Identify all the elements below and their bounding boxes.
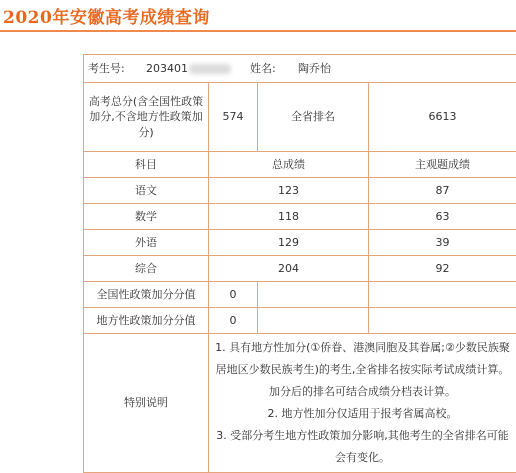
subject-total: 118: [209, 204, 369, 230]
table-row: [84, 256, 516, 282]
empty-cell: [258, 308, 369, 334]
header-total: 总成绩: [209, 152, 369, 178]
special-notes-label: 特别说明: [84, 334, 209, 473]
candidate-name-value: 陶乔怡: [298, 61, 331, 76]
candidate-id-digits: 203401: [146, 62, 188, 75]
page-title: 2020年安徽高考成绩查询: [3, 3, 210, 28]
special-notes-row: [84, 334, 516, 473]
subject-total: 123: [209, 178, 369, 204]
local-bonus-row: [84, 308, 516, 334]
table-row: [84, 178, 516, 204]
special-notes-content: [209, 334, 516, 473]
note-item: 2. 地方性加分仅适用于报考省属高校。: [213, 403, 512, 425]
candidate-name-label: 姓名:: [250, 61, 276, 76]
total-score-label: 高考总分(含全国性政策加分,不含地方性政策加分): [84, 83, 209, 152]
province-rank-value: 6613: [369, 83, 516, 152]
title-divider: [0, 30, 516, 32]
table-row: [84, 230, 516, 256]
empty-cell: [369, 308, 516, 334]
redacted-blur: [189, 64, 231, 74]
subject-subjective: 39: [369, 230, 516, 256]
subject-subjective: 92: [369, 256, 516, 282]
subject-header-row: [84, 152, 516, 178]
local-bonus-value: 0: [209, 308, 258, 334]
header-subject: 科目: [84, 152, 209, 178]
subject-total: 204: [209, 256, 369, 282]
subject-subjective: 87: [369, 178, 516, 204]
local-bonus-label: 地方性政策加分分值: [84, 308, 209, 334]
header-subjective: 主观题成绩: [369, 152, 516, 178]
national-bonus-label: 全国性政策加分分值: [84, 282, 209, 308]
national-bonus-value: 0: [209, 282, 258, 308]
note-item: 3. 受部分考生地方性政策加分影响,其他考生的全省排名可能会有变化。: [213, 425, 512, 469]
total-score-row: [84, 83, 516, 152]
subject-subjective: 63: [369, 204, 516, 230]
candidate-info-cell: [84, 55, 516, 83]
province-rank-label: 全省排名: [258, 83, 369, 152]
candidate-id-value: [146, 61, 231, 76]
empty-cell: [369, 282, 516, 308]
subject-name: 外语: [84, 230, 209, 256]
note-item: 1. 具有地方性加分(①侨眷、港澳同胞及其眷属;②少数民族聚居地区少数民族考生)的考生,全省排名按实际考试成绩计算。加分后的排名可结合成绩分档表计算。: [213, 337, 512, 403]
subject-name: 数学: [84, 204, 209, 230]
candidate-id-label: 考生号:: [88, 61, 125, 76]
total-score-value: 574: [209, 83, 258, 152]
candidate-info-row: [84, 55, 516, 83]
empty-cell: [258, 282, 369, 308]
national-bonus-row: [84, 282, 516, 308]
subject-total: 129: [209, 230, 369, 256]
subject-name: 语文: [84, 178, 209, 204]
subject-name: 综合: [84, 256, 209, 282]
table-row: [84, 204, 516, 230]
score-table: [83, 54, 516, 473]
